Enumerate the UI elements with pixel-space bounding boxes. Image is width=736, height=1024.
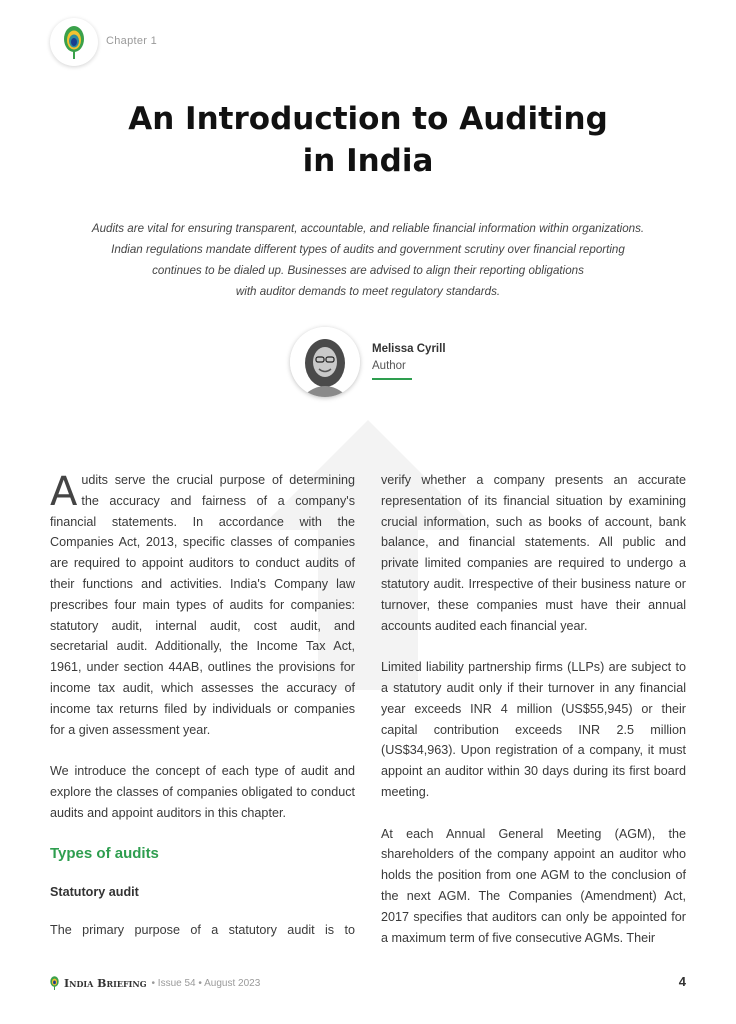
author-name: Melissa Cyrill xyxy=(372,343,446,355)
intro-summary xyxy=(60,218,676,302)
author-avatar xyxy=(290,327,360,397)
author-portrait-icon xyxy=(290,327,360,397)
footer-issue-info: • Issue 54 • August 2023 xyxy=(151,977,261,989)
drop-cap: A xyxy=(50,469,78,515)
page-number: 4 xyxy=(678,974,686,989)
author-role: Author xyxy=(372,360,406,372)
footer xyxy=(50,975,260,991)
section-heading: Types of audits xyxy=(50,845,159,863)
paragraph: Audits serve the crucial purpose of determining the accuracy and fairness of a company's financial statements. In accordance with the Companies Act, 2013, specific classes of companies are required to appoint auditors to conduct audits of their functions and activities. India's Company law prescribes four main types of audits for companies: statutory audit, internal audit, cost audit, and secretarial audit. Additionally, the Income Tax Act, 1961, under section 44AB, outlines the provisions for income tax audit, which assesses the accuracy of income tax returns filed by individuals or companies for a given assessment year. xyxy=(50,469,355,737)
author-underline xyxy=(372,378,412,380)
right-column xyxy=(381,470,686,969)
intro-line-1: Audits are vital for ensuring transparent, accountable, and reliable financial information within organizations. xyxy=(91,222,645,235)
left-column xyxy=(50,470,355,962)
intro-line-4: with auditor demands to meet regulatory standards. xyxy=(235,285,501,298)
page-title xyxy=(0,98,736,182)
peacock-logo-badge xyxy=(50,18,98,66)
paragraph: We introduce the concept of each type of audit and explore the classes of companies obligated to conduct audits and appoint auditors in this chapter. xyxy=(50,764,355,820)
title-line-1: An Introduction to Auditing xyxy=(128,101,608,137)
peacock-feather-icon xyxy=(63,25,85,59)
intro-line-2: Indian regulations mandate different types of audits and government scrutiny over financial reporting xyxy=(111,243,625,256)
chapter-label: Chapter 1 xyxy=(106,35,158,47)
subheading: Statutory audit xyxy=(50,885,139,900)
paragraph: At each Annual General Meeting (AGM), the shareholders of the company appoint an auditor who holds the position from one AGM to the conclusion of the next AGM. The Companies (Amendment) Act, 2017 specifies that auditors can only be appointed for a maximum term of five consecutive AGMs. Their xyxy=(381,826,686,945)
paragraph: verify whether a company presents an accurate representation of its financial situation by examining crucial information, such as books of account, bank balance, and financial statements. All public and private limited companies are required to undergo a statutory audit. Irrespective of their business nature or turnover, these companies must have their annual accounts audited each financial year. xyxy=(381,473,686,633)
footer-brand: India Briefing xyxy=(64,976,147,990)
paragraph: The primary purpose of a statutory audit is to xyxy=(50,923,355,938)
intro-line-3: continues to be dialed up. Businesses are advised to align their reporting obligations xyxy=(152,264,584,277)
title-line-2: in India xyxy=(302,143,434,179)
peacock-feather-icon xyxy=(50,976,59,990)
paragraph: Limited liability partnership firms (LLPs) are subject to a statutory audit only if their turnover in any financial year exceeds INR 4 million (US$55,945) or their capital contribution exceeds INR 2.5 million (US$34,963). Upon registration of a company, it must appoint an auditor within 30 days during its first board meeting. xyxy=(381,660,686,799)
